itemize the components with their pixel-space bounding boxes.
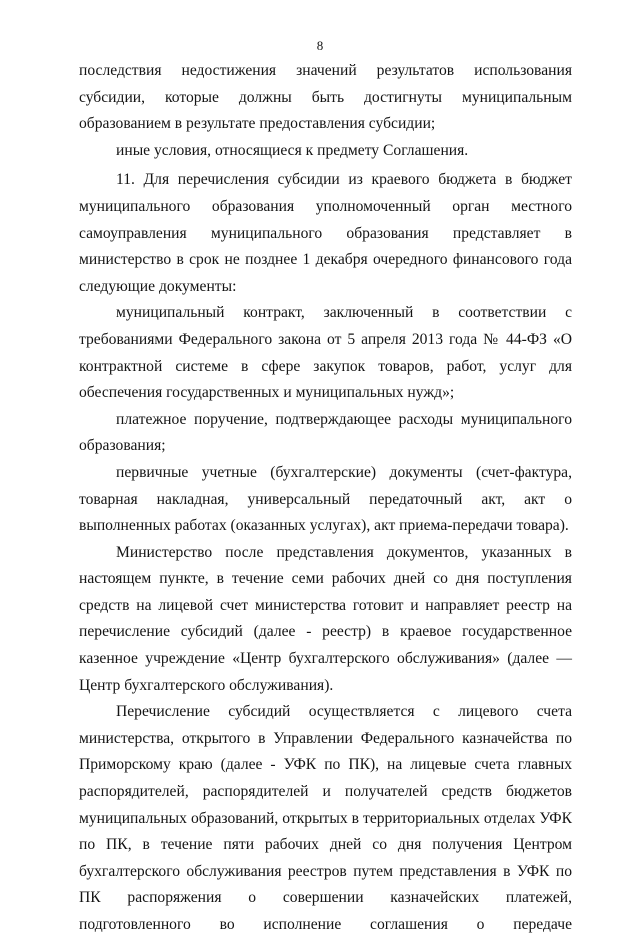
paragraph-primary-documents: первичные учетные (бухгалтерские) документы (счет-фактура, товарная накладная, универсальный передаточный акт, акт о выполненных работах (оказанных услугах), акт приема-передачи товара).	[79, 463, 572, 535]
paragraph-municipal-contract: муниципальный контракт, заключенный в соответствии с требованиями Федерального закона от 5 апреля 2013 года № 44-ФЗ «О контрактной системе в сфере закупок товаров, работ, услуг для обеспечения государственных и муниципальных нужд»;	[79, 304, 572, 402]
paragraph-other-conditions: иные условия, относящиеся к предмету Соглашения.	[116, 141, 469, 159]
paragraph-consequences: последствия недостижения значений результатов использования субсидии, которые должны быть достигнуты муниципальным образованием в результате предоставления субсидии;	[79, 62, 572, 133]
paragraph-payment-order: платежное поручение, подтверждающее расходы муниципального образования;	[79, 410, 572, 455]
paragraph-item-11: 11. Для перечисления субсидии из краевого бюджета в бюджет муниципального образования уполномоченный орган местного самоуправления муниципального образования представляет в министерство в срок не позднее 1 декабря очередного финансового года следующие документы:	[79, 171, 572, 295]
document-body	[79, 58, 572, 939]
paragraph-ministry-registry: Министерство после представления документов, указанных в настоящем пункте, в течение семи рабочих дней со дня поступления средств на лицевой счет министерства готовит и направляет реестр на перечисление субсидий (далее - реестр) в краевое государственное казенное учреждение «Центр бухгалтерского обслуживания» (далее — Центр бухгалтерского обслуживания).	[79, 543, 572, 694]
page-number: 8	[316, 38, 324, 53]
paragraph-subsidy-transfer: Перечисление субсидий осуществляется с лицевого счета министерства, открытого в Управлении Федерального казначейства по Приморскому краю (далее - УФК по ПК), на лицевые счета главных распорядителей, распорядителей и получателей средств бюджетов муниципальных образований, открытых в территориальных отделах УФК по ПК, в течение пяти рабочих дней со дня получения Центром бухгалтерского обслуживания реестров путем представления в УФК по ПК распоряжения о совершении казначейских платежей, подготовленного во исполнение соглашения о передаче	[79, 703, 572, 933]
